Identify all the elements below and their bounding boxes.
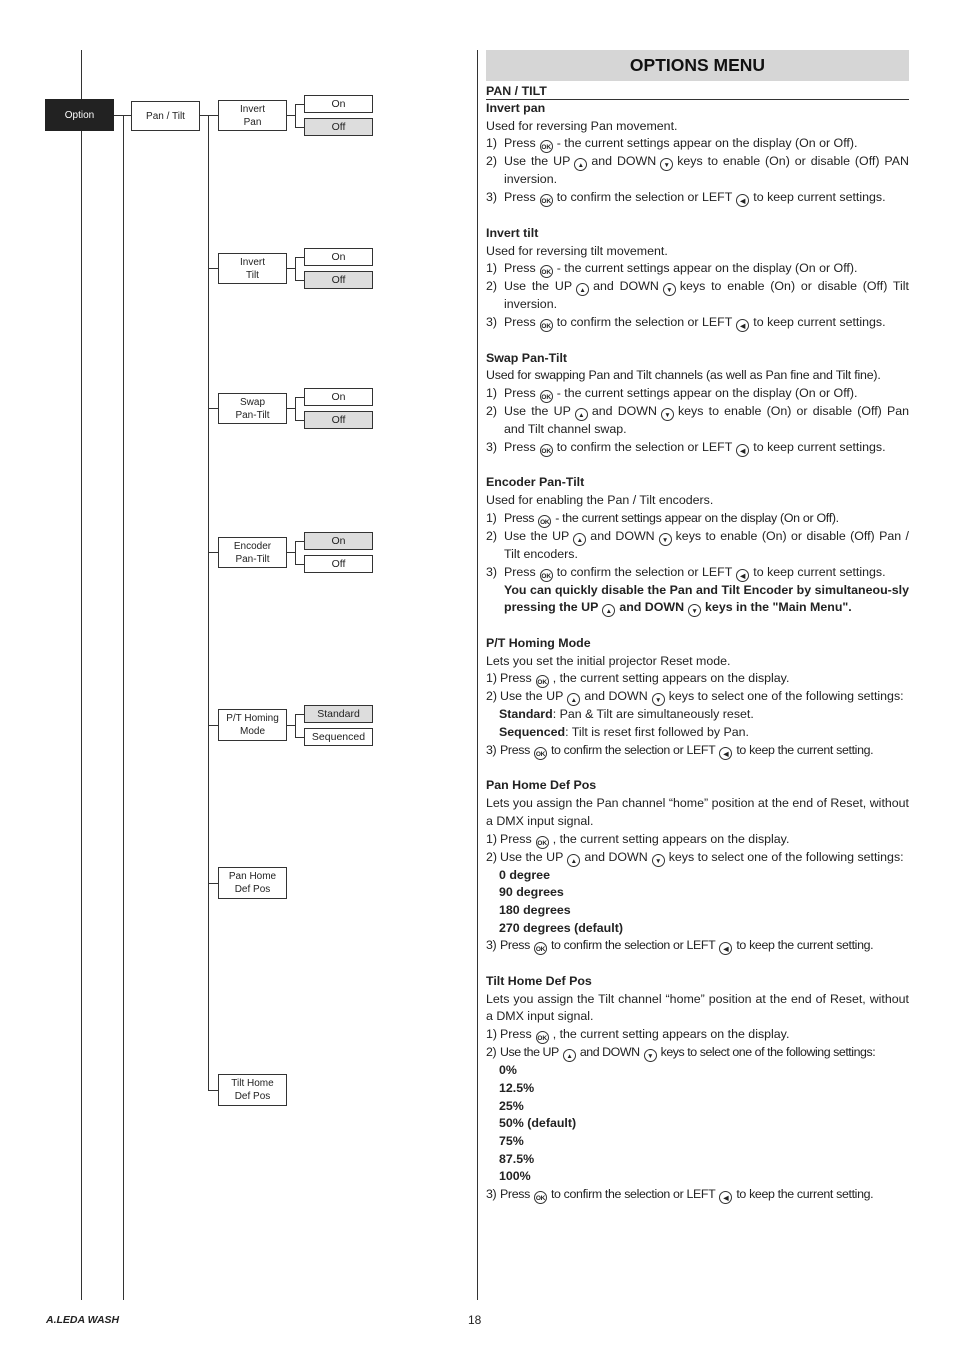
step bbox=[486, 439, 909, 457]
step bbox=[486, 1026, 909, 1044]
tree-line bbox=[295, 541, 296, 564]
step-text: to confirm the selection or LEFT bbox=[556, 564, 733, 579]
step bbox=[486, 1044, 909, 1062]
option-node[interactable]: Option bbox=[45, 99, 114, 131]
step-text: keys to enable (On) or disable (Off) Pan / Tilt encoders. bbox=[504, 528, 909, 561]
swap-pan-tilt-node[interactable]: Swap Pan-Tilt bbox=[218, 393, 287, 424]
step-number: 3) bbox=[486, 190, 498, 205]
step-number: 1) bbox=[486, 831, 498, 846]
tree-line bbox=[123, 115, 124, 1300]
down-arrow-icon: ▼ bbox=[663, 283, 676, 296]
tree-line bbox=[295, 280, 304, 281]
step-number: 2) bbox=[486, 279, 498, 294]
tree-line bbox=[477, 50, 478, 1300]
step bbox=[486, 385, 909, 403]
pan-tilt-node[interactable]: Pan / Tilt bbox=[131, 101, 200, 131]
page-title: OPTIONS MENU bbox=[486, 50, 909, 81]
pan-home-value: 0 degree bbox=[499, 867, 550, 882]
step-text: to confirm the selection or LEFT bbox=[556, 439, 733, 454]
ok-icon: OK bbox=[540, 390, 553, 403]
tilt-home-desc: Lets you assign the Tilt channel “home” position at the end of Reset, without a DMX input signal. bbox=[486, 991, 909, 1024]
step-text: Press bbox=[504, 510, 535, 525]
tilt-home-value: 75% bbox=[499, 1133, 524, 1148]
tilt-home-value: 25% bbox=[499, 1098, 524, 1113]
step-text: Press bbox=[500, 938, 530, 953]
step bbox=[486, 831, 909, 849]
step-text: and DOWN bbox=[590, 528, 655, 543]
tree-line bbox=[287, 115, 295, 116]
left-arrow-icon: ◀ bbox=[736, 194, 749, 207]
step-text: to confirm the selection or LEFT bbox=[556, 190, 733, 205]
invert-tilt-node[interactable]: Invert Tilt bbox=[218, 253, 287, 284]
pan-home-desc: Lets you assign the Pan channel “home” position at the end of Reset, without a DMX input signal. bbox=[486, 796, 909, 828]
tilt-home-value: 0% bbox=[499, 1063, 517, 1078]
step-text: Use the UP bbox=[504, 279, 573, 294]
step-number: 1) bbox=[486, 386, 498, 400]
step-number: 2) bbox=[486, 528, 498, 543]
pt-homing-mode-node[interactable]: P/T Homing Mode bbox=[218, 709, 287, 741]
tree-line bbox=[287, 552, 295, 553]
step-text: and DOWN bbox=[591, 154, 657, 169]
step-text: to keep the current setting. bbox=[736, 1187, 874, 1202]
step-text: to keep current settings. bbox=[753, 314, 886, 329]
step bbox=[486, 189, 909, 207]
step-number: 1) bbox=[486, 136, 498, 151]
tilt-home-value: 12.5% bbox=[499, 1080, 535, 1095]
step-number: 3) bbox=[486, 938, 497, 953]
step bbox=[486, 937, 909, 955]
down-arrow-icon: ▼ bbox=[652, 693, 665, 706]
step bbox=[486, 688, 909, 706]
up-arrow-icon: ▲ bbox=[576, 283, 589, 296]
up-arrow-icon: ▲ bbox=[567, 854, 580, 867]
homing-option: Standard: Pan & Tilt are simultaneously reset. bbox=[499, 707, 754, 722]
ok-icon: OK bbox=[538, 515, 551, 528]
tree-line bbox=[295, 714, 296, 737]
step bbox=[486, 510, 909, 528]
step-text: to confirm the selection or LEFT bbox=[550, 742, 716, 757]
ok-icon: OK bbox=[540, 569, 553, 582]
ok-icon: OK bbox=[534, 1191, 547, 1204]
step-number: 2) bbox=[486, 1045, 497, 1060]
encoder-pan-tilt-node[interactable]: Encoder Pan-Tilt bbox=[218, 537, 287, 568]
encoder-note: You can quickly disable the Pan and Tilt Encoder by simultaneou-sly pressing the UP ▲ and DOWN ▼ keys in the "Main Menu". bbox=[504, 582, 909, 616]
step-number: 2) bbox=[486, 689, 498, 704]
step-text: Press bbox=[504, 136, 536, 151]
step bbox=[486, 260, 909, 278]
invert-tilt-desc: Used for reversing tilt movement. bbox=[486, 243, 668, 258]
invert-pan-desc: Used for reversing Pan movement. bbox=[486, 118, 678, 133]
tilt-home-def-pos-node[interactable]: Tilt Home Def Pos bbox=[218, 1074, 287, 1106]
step-text: to confirm the selection or LEFT bbox=[550, 1187, 716, 1202]
option-on[interactable]: On bbox=[304, 248, 373, 266]
tree-line bbox=[287, 408, 295, 409]
homing-option: Sequenced: Tilt is reset first followed by Pan. bbox=[499, 725, 749, 739]
down-arrow-icon: ▼ bbox=[644, 1049, 657, 1062]
step-text: to keep the current setting. bbox=[736, 742, 874, 757]
step bbox=[486, 528, 909, 564]
ok-icon: OK bbox=[536, 1031, 549, 1044]
step-text: , the current setting appears on the display. bbox=[552, 831, 790, 846]
step-number: 3) bbox=[486, 742, 497, 757]
step-text: to keep current settings. bbox=[753, 439, 886, 454]
step bbox=[486, 742, 909, 760]
left-arrow-icon: ◀ bbox=[736, 319, 749, 332]
step-text: keys to enable (On) or disable (Off) PAN inversion. bbox=[504, 154, 909, 187]
step-text: keys to select one of the following settings: bbox=[668, 849, 904, 864]
invert-pan-node[interactable]: Invert Pan bbox=[218, 100, 287, 131]
option-off[interactable]: Off bbox=[304, 118, 373, 136]
step-text: keys to enable (On) or disable (Off) Tilt inversion. bbox=[504, 279, 909, 312]
step-text: - the current settings appear on the display (On or Off). bbox=[555, 510, 839, 525]
ok-icon: OK bbox=[540, 319, 553, 332]
pan-home-def-pos-node[interactable]: Pan Home Def Pos bbox=[218, 867, 287, 899]
step-text: Press bbox=[504, 190, 536, 205]
step-number: 1) bbox=[486, 671, 498, 686]
left-arrow-icon: ◀ bbox=[736, 569, 749, 582]
ok-icon: OK bbox=[536, 836, 549, 849]
ok-icon: OK bbox=[540, 140, 553, 153]
page-number: 18 bbox=[468, 1313, 482, 1327]
encoder-title: Encoder Pan-Tilt bbox=[486, 475, 585, 490]
ok-icon: OK bbox=[534, 942, 547, 955]
step bbox=[486, 670, 909, 688]
step-text: to confirm the selection or LEFT bbox=[556, 314, 733, 329]
tree-line bbox=[295, 104, 304, 105]
down-arrow-icon: ▼ bbox=[660, 158, 673, 171]
step-text: - the current settings appear on the display (On or Off). bbox=[556, 261, 858, 276]
tree-line bbox=[287, 268, 295, 269]
step-text: Press bbox=[500, 1187, 530, 1202]
tilt-home-value: 87.5% bbox=[499, 1151, 535, 1166]
step-number: 1) bbox=[486, 510, 497, 525]
ok-icon: OK bbox=[534, 747, 547, 760]
option-standard[interactable]: Standard bbox=[304, 705, 373, 723]
down-arrow-icon: ▼ bbox=[659, 533, 672, 546]
up-arrow-icon: ▲ bbox=[574, 158, 587, 171]
step-text: keys to select one of the following settings: bbox=[668, 689, 904, 704]
ok-icon: OK bbox=[540, 194, 553, 207]
step bbox=[486, 403, 909, 439]
step-text: Press bbox=[504, 314, 536, 329]
step-text: and DOWN bbox=[591, 404, 657, 418]
step-text: Press bbox=[500, 831, 532, 846]
tilt-home-value: 50% (default) bbox=[499, 1116, 577, 1131]
tree-line bbox=[208, 115, 209, 1090]
step bbox=[486, 135, 909, 153]
product-name: A.LEDA WASH bbox=[46, 1314, 120, 1326]
step bbox=[486, 153, 909, 189]
step-text: - the current settings appear on the display (On or Off). bbox=[556, 136, 858, 151]
step-number: 2) bbox=[486, 154, 498, 169]
step bbox=[486, 278, 909, 314]
step-text: Use the UP bbox=[500, 849, 564, 864]
step-text: , the current setting appears on the display. bbox=[552, 1027, 790, 1042]
step-text: Use the UP bbox=[500, 1045, 559, 1060]
encoder-desc: Used for enabling the Pan / Tilt encoders. bbox=[486, 493, 714, 508]
option-on[interactable]: On bbox=[304, 388, 373, 406]
tree-line bbox=[295, 420, 304, 421]
step-number: 3) bbox=[486, 1187, 497, 1202]
tree-line bbox=[295, 397, 296, 420]
pan-home-value: 270 degrees (default) bbox=[499, 920, 623, 935]
step bbox=[486, 314, 909, 332]
step bbox=[486, 849, 909, 867]
tree-line bbox=[295, 104, 296, 127]
option-on[interactable]: On bbox=[304, 95, 373, 113]
left-arrow-icon: ◀ bbox=[719, 942, 732, 955]
step-text: , the current setting appears on the display. bbox=[552, 671, 790, 686]
step-text: - the current settings appear on the display (On or Off). bbox=[556, 386, 858, 400]
step-text: keys to select one of the following settings: bbox=[660, 1045, 876, 1060]
pan-home-value: 90 degrees bbox=[499, 885, 564, 900]
tree-line bbox=[295, 541, 304, 542]
step-number: 3) bbox=[486, 439, 498, 454]
swap-title: Swap Pan-Tilt bbox=[486, 350, 568, 365]
tree-line bbox=[295, 564, 304, 565]
tree-line bbox=[287, 725, 295, 726]
step-text: Use the UP bbox=[500, 689, 564, 704]
section-title: PAN / TILT bbox=[486, 83, 909, 100]
option-on[interactable]: On bbox=[304, 532, 373, 550]
tilt-home-title: Tilt Home Def Pos bbox=[486, 974, 592, 988]
step-number: 2) bbox=[486, 404, 498, 418]
down-arrow-icon: ▼ bbox=[652, 854, 665, 867]
ok-icon: OK bbox=[536, 675, 549, 688]
step-text: Press bbox=[500, 1027, 532, 1042]
ok-icon: OK bbox=[540, 444, 553, 457]
options-menu-content bbox=[486, 50, 909, 1204]
up-arrow-icon: ▲ bbox=[575, 408, 588, 421]
up-arrow-icon: ▲ bbox=[573, 533, 586, 546]
step-number: 2) bbox=[486, 849, 498, 864]
tilt-home-value: 100% bbox=[499, 1169, 531, 1184]
down-arrow-icon: ▼ bbox=[688, 604, 701, 617]
step-text: and DOWN bbox=[593, 279, 659, 294]
step bbox=[486, 564, 909, 618]
tree-line bbox=[295, 257, 304, 258]
step bbox=[486, 1186, 909, 1204]
step-text: Use the UP bbox=[504, 528, 570, 543]
swap-desc: Used for swapping Pan and Tilt channels (as well as Pan fine and Tilt fine). bbox=[486, 368, 881, 383]
step-text: Press bbox=[504, 439, 536, 454]
tree-line bbox=[295, 397, 304, 398]
step-text: Press bbox=[500, 671, 532, 686]
step-text: to keep current settings. bbox=[753, 564, 886, 579]
homing-desc: Lets you set the initial projector Reset mode. bbox=[486, 653, 731, 668]
tree-line bbox=[295, 257, 296, 280]
step-text: and DOWN bbox=[579, 1045, 640, 1060]
up-arrow-icon: ▲ bbox=[602, 604, 615, 617]
tree-line bbox=[295, 714, 304, 715]
invert-pan-title: Invert pan bbox=[486, 101, 546, 115]
option-off[interactable]: Off bbox=[304, 555, 373, 573]
option-off[interactable]: Off bbox=[304, 271, 373, 289]
step-number: 1) bbox=[486, 1027, 498, 1042]
step-text: Use the UP bbox=[504, 404, 571, 418]
step-number: 3) bbox=[486, 314, 498, 329]
step-text: Use the UP bbox=[504, 154, 571, 169]
step-text: Press bbox=[504, 386, 536, 400]
pan-home-title: Pan Home Def Pos bbox=[486, 778, 597, 793]
tree-line bbox=[295, 737, 304, 738]
step-text: to keep current settings. bbox=[753, 190, 886, 205]
step-number: 3) bbox=[486, 564, 498, 579]
pan-home-value: 180 degrees bbox=[499, 902, 571, 917]
left-arrow-icon: ◀ bbox=[736, 444, 749, 457]
up-arrow-icon: ▲ bbox=[567, 693, 580, 706]
down-arrow-icon: ▼ bbox=[661, 408, 674, 421]
step-text: keys to enable (On) or disable (Off) Pan and Tilt channel swap. bbox=[504, 404, 909, 436]
step-text: to keep the current setting. bbox=[736, 938, 874, 953]
option-sequenced[interactable]: Sequenced bbox=[304, 728, 373, 746]
step-text: Press bbox=[504, 261, 536, 276]
step-number: 1) bbox=[486, 261, 498, 276]
homing-title: P/T Homing Mode bbox=[486, 635, 591, 650]
step-text: and DOWN bbox=[584, 689, 648, 704]
left-arrow-icon: ◀ bbox=[719, 1191, 732, 1204]
step-text: and DOWN bbox=[584, 849, 648, 864]
option-off[interactable]: Off bbox=[304, 411, 373, 429]
invert-tilt-title: Invert tilt bbox=[486, 225, 539, 240]
ok-icon: OK bbox=[540, 265, 553, 278]
tree-line bbox=[295, 127, 304, 128]
tree-line bbox=[81, 50, 82, 1300]
step-text: Press bbox=[500, 742, 530, 757]
step-text: to confirm the selection or LEFT bbox=[550, 938, 716, 953]
step-text: Press bbox=[504, 564, 536, 579]
left-arrow-icon: ◀ bbox=[719, 747, 732, 760]
tree-line bbox=[113, 115, 132, 116]
up-arrow-icon: ▲ bbox=[563, 1049, 576, 1062]
